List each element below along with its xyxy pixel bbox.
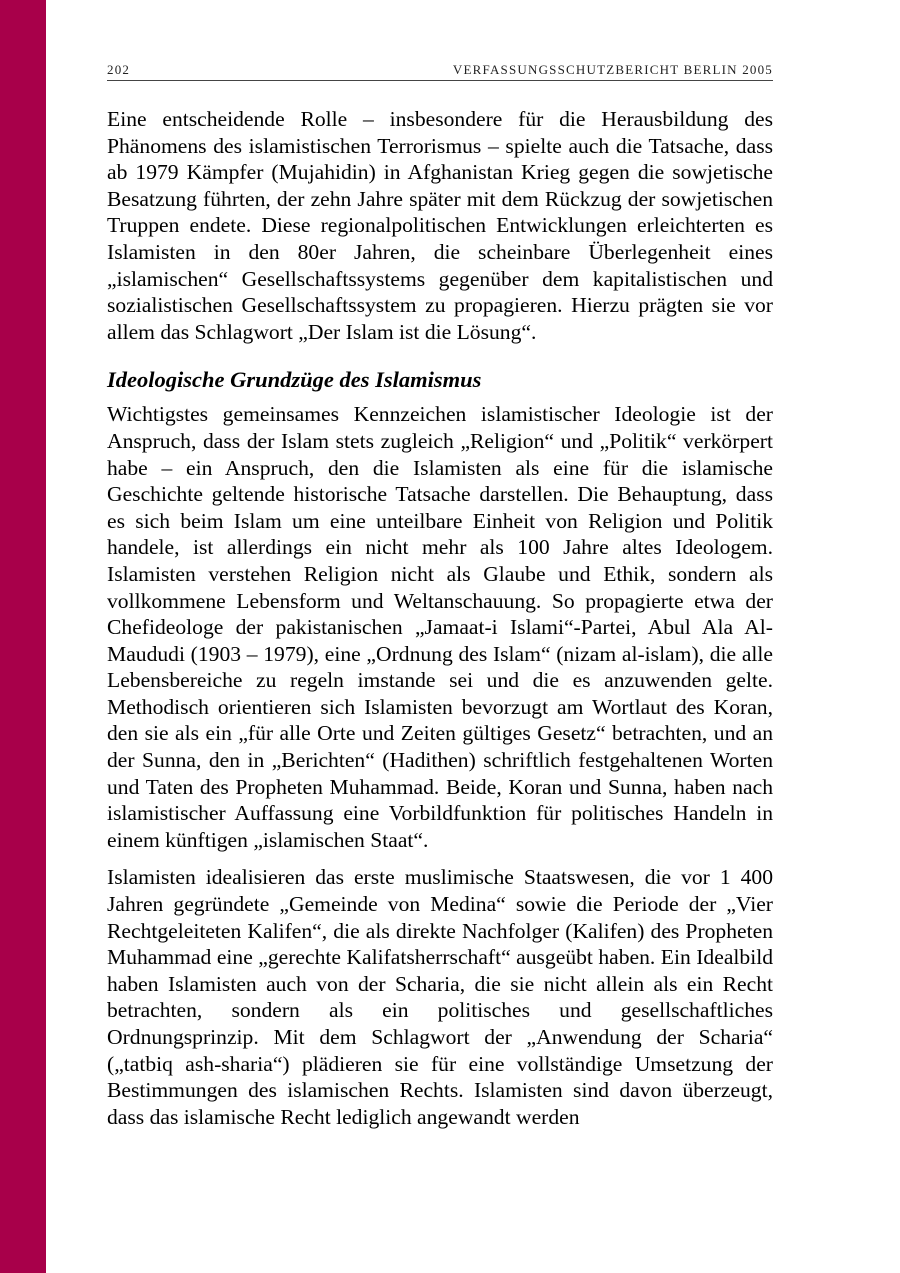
- sidebar-color-strip: [0, 0, 46, 1273]
- paragraph-ideology: Wichtigstes gemeinsames Kennzeichen islamistischer Ideologie ist der Anspruch, dass der Islam stets zugleich „Religion“ und „Politik“ verkörpert habe – ein Anspruch, den die Islamisten als eine für die islamische Geschichte geltende historische Tatsache darstellen. Die Behauptung, dass es sich beim Islam um eine unteilbare Einheit von Religion und Politik handele, ist allerdings ein nicht mehr als 100 Jahre altes Ideologem. Islamisten verstehen Religion nicht als Glaube und Ethik, sondern als vollkommene Lebensform und Weltanschauung. So propagierte etwa der Chefideologe der pakistanischen „Jamaat-i Islami“-Partei, Abul Ala Al-Maududi (1903 – 1979), eine „Ordnung des Islam“ (nizam al-islam), die alle Lebensbereiche zu regeln imstande sei und die es anzuwenden gelte. Methodisch orientieren sich Islamisten bevorzugt am Wortlaut des Koran, den sie als ein „für alle Orte und Zeiten gültiges Gesetz“ betrachten, und an der Sunna, den in „Berichten“ (Hadithen) schriftlich festgehaltenen Worten und Taten des Propheten Muhammad. Beide, Koran und Sunna, haben nach islamistischer Auffassung eine Vorbildfunktion für politisches Handeln in einem künftigen „islamischen Staat“.: [107, 402, 773, 852]
- body-text: [107, 106, 773, 1130]
- running-title: VERFASSUNGSSCHUTZBERICHT BERLIN 2005: [452, 62, 773, 77]
- page-number: 202: [107, 62, 131, 77]
- paragraph-idealization: Islamisten idealisieren das erste muslimische Staatswesen, die vor 1 400 Jahren gegründete „Gemeinde von Medina“ sowie die Periode der „Vier Rechtgeleiteten Kalifen“, die als direkte Nachfolger (Kalifen) des Propheten Muhammad eine „gerechte Kalifatsherrschaft“ ausgeübt haben. Ein Idealbild haben Islamisten auch von der Scharia, die sie nicht allein als ein Recht betrachten, sondern als ein politisches und gesellschaftliches Ordnungsprinzip. Mit dem Schlagwort der „Anwendung der Scharia“ („tatbiq ash-sharia“) plädieren sie für eine vollständige Umsetzung der Bestimmungen des islamischen Rechts. Islamisten sind davon überzeugt, dass das islamische Recht lediglich angewandt werden: [107, 865, 773, 1129]
- running-header: [107, 62, 773, 81]
- paragraph-intro: Eine entscheidende Rolle – insbesondere für die Herausbildung des Phänomens des islamistischen Terrorismus – spielte auch die Tatsache, dass ab 1979 Kämpfer (Mujahidin) in Afghanistan Krieg gegen die sowjetische Besatzung führten, der zehn Jahre später mit dem Rückzug der sowjetischen Truppen endete. Diese regionalpolitischen Entwicklungen erleichterten es Islamisten in den 80er Jahren, die scheinbare Überlegenheit eines „islamischen“ Gesellschaftssystems gegenüber dem kapitalistischen und sozialistischen Gesellschaftssystem zu propagieren. Hierzu prägten sie vor allem das Schlagwort „Der Islam ist die Lösung“.: [107, 107, 773, 344]
- section-heading: Ideologische Grundzüge des Islamismus: [107, 367, 482, 393]
